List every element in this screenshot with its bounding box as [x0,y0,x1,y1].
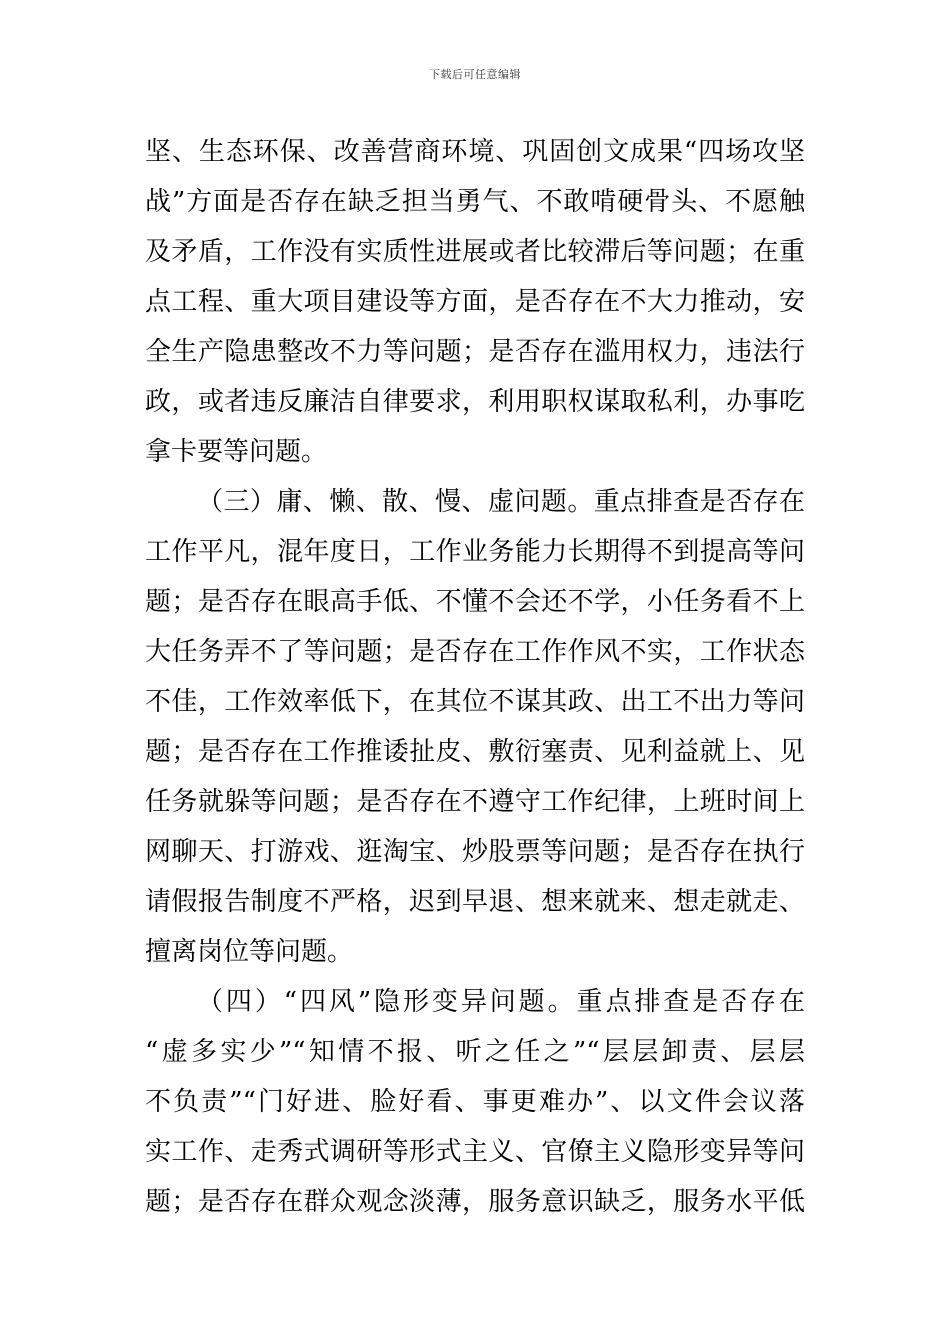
text-line: 点工程、重大项目建设等方面，是否存在不大力推动，安 [145,287,805,317]
text-line: 不负责”“门好进、脸好看、事更难办”、以文件会议落 [145,1087,805,1117]
text-line: 战”方面是否存在缺乏担当勇气、不敢啃硬骨头、不愿触 [145,187,805,217]
text-line: 及矛盾，工作没有实质性进展或者比较滞后等问题；在重 [145,237,805,267]
paragraph-1 [145,127,805,477]
paragraph-3 [145,977,805,1227]
text-line: 擅离岗位等问题。 [145,937,354,967]
paragraph-2 [145,477,805,977]
text-line: 题；是否存在群众观念淡薄，服务意识缺乏，服务水平低 [145,1187,805,1217]
page-header: 下载后可任意编辑 [429,68,521,81]
text-line: 题；是否存在工作推诿扯皮、敷衍塞责、见利益就上、见 [145,737,805,767]
text-line: 请假报告制度不严格，迟到早退、想来就来、想走就走、 [145,887,805,917]
text-line: 网聊天、打游戏、逛淘宝、炒股票等问题；是否存在执行 [145,837,805,867]
text-line: 大任务弄不了等问题；是否存在工作作风不实，工作状态 [145,637,805,667]
text-line: 工作平凡，混年度日，工作业务能力长期得不到提高等问 [145,537,805,567]
body-text [145,127,805,1227]
text-line: 政，或者违反廉洁自律要求，利用职权谋取私利，办事吃 [145,387,805,417]
text-line: 拿卡要等问题。 [145,437,328,467]
text-line: （四）“四风”隐形变异问题。重点排查是否存在 [197,987,805,1017]
text-line: “虚多实少”“知情不报、听之任之”“层层卸责、层层 [145,1037,805,1067]
text-line: （三）庸、懒、散、慢、虚问题。重点排查是否存在 [197,487,805,517]
text-line: 题；是否存在眼高手低、不懂不会还不学，小任务看不上 [145,587,805,617]
text-line: 任务就躲等问题；是否存在不遵守工作纪律，上班时间上 [145,787,805,817]
text-line: 全生产隐患整改不力等问题；是否存在滥用权力，违法行 [145,337,805,367]
text-line: 不佳，工作效率低下，在其位不谋其政、出工不出力等问 [145,687,805,717]
text-line: 实工作、走秀式调研等形式主义、官僚主义隐形变异等问 [145,1137,805,1167]
text-line: 坚、生态环保、改善营商环境、巩固创文成果“四场攻坚 [145,137,805,167]
